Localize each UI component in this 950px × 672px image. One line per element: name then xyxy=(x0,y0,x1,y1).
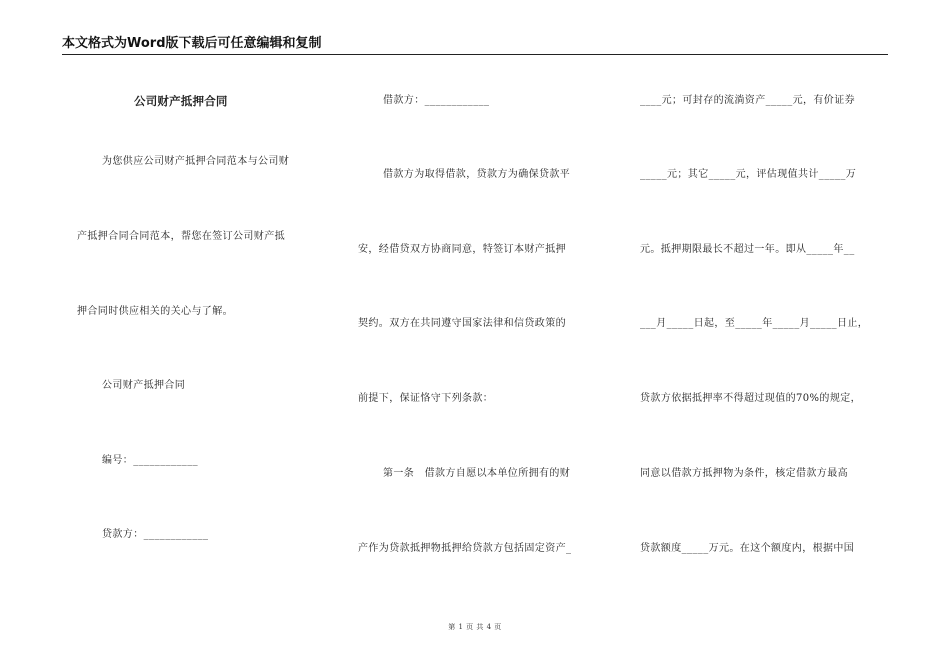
page-number: 第 1 页 共 4 页 xyxy=(448,623,502,631)
paragraph-line: 借款方为取得借款，贷款方为确保贷款平 xyxy=(383,169,571,180)
paragraph-line: 契约。双方在共同遵守国家法律和信贷政策的 xyxy=(358,318,566,329)
paragraph-line: 同意以借款方抵押物为条件，核定借款方最高 xyxy=(640,468,848,479)
paragraph-line: 元。抵押期限最长不超过一年。即从_____年__ xyxy=(640,244,855,255)
paragraph-line: 贷款方依据抵押率不得超过现值的70%的规定， xyxy=(640,393,862,404)
paragraph-line: 产作为贷款抵押物抵押给贷款方包括固定资产_ xyxy=(358,543,572,554)
paragraph-line: 产抵押合同合同范本，帮您在签订公司财产抵 xyxy=(77,231,285,242)
paragraph-line: _____元；其它_____元，评估现值共计_____万 xyxy=(640,169,857,180)
paragraph-line: 贷款额度_____万元。在这个额度内，根据中国 xyxy=(640,543,855,554)
paragraph-line: 安，经借贷双方协商同意，特签订本财产抵押 xyxy=(358,244,566,255)
text-column-3 xyxy=(640,0,890,672)
paragraph-line: 第一条 借款方自愿以本单位所拥有的财 xyxy=(383,468,571,479)
text-column-2 xyxy=(358,0,608,672)
lender-field: 贷款方：____________ xyxy=(102,529,209,540)
contract-number-field: 编号：____________ xyxy=(102,455,198,466)
paragraph-line: ____元；可封存的流淌资产_____元，有价证券 xyxy=(640,95,855,106)
paragraph-line: 公司财产抵押合同 xyxy=(102,380,186,391)
document-title: 公司财产抵押合同 xyxy=(134,94,228,108)
paragraph-line: 押合同时供应相关的关心与了解。 xyxy=(77,306,233,317)
borrower-field: 借款方：____________ xyxy=(383,95,490,106)
paragraph-line: ___月_____日起，至_____年_____月_____日止， xyxy=(640,318,869,329)
paragraph-line: 为您供应公司财产抵押合同范本与公司财 xyxy=(102,156,290,167)
document-header: 本文格式为Word版下载后可任意编辑和复制 xyxy=(62,36,322,51)
paragraph-line: 前提下，保证恪守下列条款： xyxy=(358,393,494,404)
text-column-1 xyxy=(62,0,312,672)
